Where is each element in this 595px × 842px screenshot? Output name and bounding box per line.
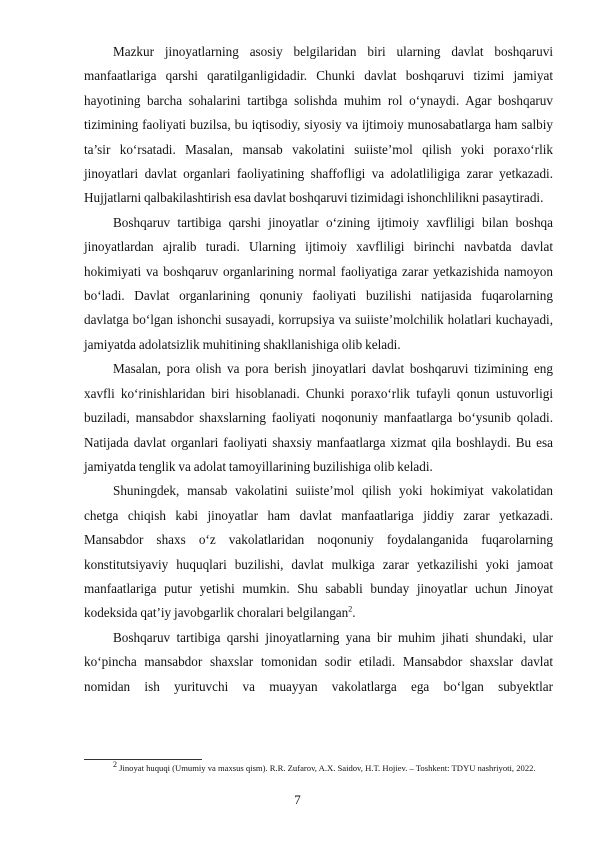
paragraph-4 [84, 479, 553, 625]
paragraph-2: Boshqaruv tartibiga qarshi jinoyatlar o‘zining ijtimoiy xavfliligi bilan boshqa jinoyatlardan ajralib turadi. Ularning ijtimoiy xavfliligi birinchi navbatda davlat hokimiyati va boshqaruv organlarining normal faoliyatiga zarar yetkazishida namoyon bo‘ladi. Davlat organlarining qonuniy faoliyati buzilishi natijasida fuqarolarning davlatga bo‘lgan ishonchi susayadi, korrupsiya va suiiste’molchilik holatlari kuchayadi, jamiyatda adolatsizlik muhitining shakllanishiga olib keladi. [84, 214, 553, 352]
footnote-text: Jinoyat huquqi (Umumiy va maxsus qism). R.R. Zufarov, A.X. Saidov, H.T. Hojiev. – Toshkent: TDYU nashriyoti, 2022. [119, 763, 536, 773]
paragraph-5: Boshqaruv tartibiga qarshi jinoyatlarning yana bir muhim jihati shundaki, ular ko‘pincha mansabdor shaxslar tomonidan sodir etiladi. Mansabdor shaxslar davlat nomidan ish yurituvchi va muayyan vakolatlarga ega bo‘lgan subyektlar [84, 629, 553, 694]
paragraph-4-text: Shuningdek, mansab vakolatini suiiste’mol qilish yoki hokimiyat vakolatidan chetga chiqish kabi jinoyatlar ham davlat manfaatlariga jiddiy zarar yetkazadi. Mansabdor shaxs o‘z vakolatlaridan noqonuniy foydalanganida fuqarolarning konstitutsiyaviy huquqlari buzilishi, davlat mulkiga zarar yetkazilishi yoki jamoat manfaatlariga putur yetishi mumkin. Shu sababli bunday jinoyatlar uchun Jinoyat kodeksida qat’iy javobgarlik choralari belgilangan [84, 483, 553, 621]
footnote-marker: 2 [113, 760, 117, 770]
footnote [84, 762, 553, 775]
page-number: 7 [294, 792, 301, 807]
paragraph-3: Masalan, pora olish va pora berish jinoyatlari davlat boshqaruvi tizimining eng xavfli ko‘rinishlaridan biri hisoblanadi. Chunki poraxo‘rlik tufayli qonun ustuvorligi buziladi, mansabdor shaxslarning faoliyati noqonuniy manfaatlarga bo‘ysunib qoladi. Natijada davlat organlari faoliyati shaxsiy manfaatlarga xizmat qila boshlaydi. Bu esa jamiyatda tenglik va adolat tamoyillarining buzilishiga olib keladi. [84, 361, 553, 474]
paragraph-4-end: . [352, 605, 356, 621]
paragraph-1: Mazkur jinoyatlarning asosiy belgilaridan biri ularning davlat boshqaruvi manfaatlariga qarshi qaratilganligidadir. Chunki davlat boshqaruvi tizimi jamiyat hayotining barcha sohalarini tartibga solishda muhim rol o‘ynaydi. Agar boshqaruv tizimining faoliyati buzilsa, bu iqtisodiy, siyosiy va ijtimoiy munosabatlarga ham salbiy ta’sir ko‘rsatadi. Masalan, mansab vakolatini suiiste’mol qilish yoki poraxo‘rlik jinoyatlari davlat organlari faoliyatining shaffofligi va adolatliligiga zarar yetkazadi. Hujjatlarni qalbakilashtirish esa davlat boshqaruvi tizimidagi ishonchlilikni pasaytiradi. [84, 44, 553, 206]
footnote-divider [84, 759, 202, 760]
document-body [84, 40, 553, 699]
footnote-reference[interactable]: 2 [348, 604, 353, 614]
